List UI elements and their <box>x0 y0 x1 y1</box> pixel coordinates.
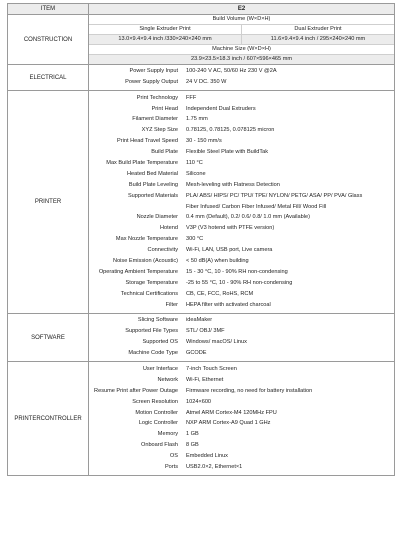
spec-row <box>89 213 394 224</box>
spec-key: Supported File Types <box>125 328 178 335</box>
spec-key: Screen Resolution <box>132 398 178 405</box>
spec-row <box>89 256 394 267</box>
spec-value: Embedded Linux <box>186 453 228 460</box>
spec-row <box>89 289 394 300</box>
printer-label: PRINTER <box>8 91 89 313</box>
spec-value: 30 - 150 mm/s <box>186 138 222 145</box>
electrical-body <box>89 65 394 90</box>
spec-key: Network <box>157 376 178 383</box>
spec-row <box>89 169 394 180</box>
spec-row <box>89 115 394 126</box>
spec-key: Onboard Flash <box>140 442 178 449</box>
spec-key: OS <box>169 453 178 460</box>
printer-controller-body <box>89 362 394 475</box>
printer-controller-label <box>8 362 89 475</box>
spec-value: 300 °C <box>186 236 204 243</box>
spec-key: Supported Materials <box>127 192 178 199</box>
construction-body <box>89 15 394 64</box>
item-label: ITEM <box>8 4 89 14</box>
spec-value: Independent Dual Extruders <box>186 105 256 112</box>
printer-controller-label-line1: PRINTER <box>14 415 41 422</box>
spec-value: Flexible Steel Plate with BuildTak <box>186 149 269 156</box>
dual-extruder-title: Dual Extruder Print <box>294 25 342 32</box>
spec-key: Print Technology <box>136 94 178 101</box>
spec-value: ideaMaker <box>186 317 213 324</box>
spec-value: FFF <box>186 94 197 101</box>
spec-key: Logic Controller <box>138 420 178 427</box>
spec-key: Slicing Software <box>137 317 178 324</box>
spec-value: Windows/ macOS/ Linux <box>186 339 247 346</box>
spec-value: 100-240 V AC, 50/60 Hz 230 V @2A <box>186 68 277 75</box>
spec-row <box>89 327 394 338</box>
spec-value: PLA/ ABS/ HIPS/ PC/ TPU/ TPE/ NYLON/ PETG/ ASA/ PP/ PVA/ Glass <box>186 192 363 199</box>
spec-table <box>7 3 395 476</box>
spec-row <box>89 126 394 137</box>
spec-key: Print Head Travel Speed <box>117 138 178 145</box>
spec-row <box>89 300 394 311</box>
spec-value: USB2.0×2, Ethernet×1 <box>186 464 243 471</box>
dual-extruder-value: 11.6×9.4×9.4 inch / 295×240×240 mm <box>242 35 394 44</box>
spec-row <box>89 375 394 386</box>
construction-label: CONSTRUCTION <box>8 15 89 64</box>
spec-row <box>89 191 394 202</box>
spec-key: Heated Bed Material <box>127 170 178 177</box>
spec-value: 15 - 30 °C, 10 - 90% RH non-condensing <box>186 268 288 275</box>
spec-row <box>89 386 394 397</box>
spec-row <box>89 364 394 375</box>
spec-value: Firmware recording, no need for battery installation <box>186 387 313 394</box>
spec-value: Atmel ARM Cortex-M4 120MHz FPU <box>186 409 277 416</box>
spec-value: Mesh-leveling with Flatness Detection <box>186 181 280 188</box>
spec-key: Filter <box>165 301 178 308</box>
spec-value: NXP ARM Cortex-A9 Quad 1 GHz <box>186 420 271 427</box>
printer-controller-label-line2: CONTROLLER <box>40 415 82 422</box>
spec-row <box>89 338 394 349</box>
spec-key: Hotend <box>159 225 178 232</box>
spec-value: 0.4 mm (Default), 0.2/ 0.6/ 0.8/ 1.0 mm (Available) <box>186 214 310 221</box>
spec-row <box>89 408 394 419</box>
spec-key: Max Build Plate Temperature <box>106 159 178 166</box>
spec-value: HEPA filter with activated charcoal <box>186 301 271 308</box>
spec-row <box>89 180 394 191</box>
spec-row <box>89 397 394 408</box>
software-label: SOFTWARE <box>8 314 89 362</box>
spec-row <box>89 93 394 104</box>
spec-value: 110 °C <box>186 159 203 166</box>
spec-row <box>89 67 394 78</box>
spec-key: Technical Certifications <box>120 290 178 297</box>
spec-value: 8 GB <box>186 442 199 449</box>
printer-controller-section <box>8 361 394 475</box>
spec-row <box>89 78 394 89</box>
spec-key: Nozzle Diameter <box>136 214 178 221</box>
single-extruder-title: Single Extruder Print <box>89 25 242 34</box>
spec-key: Print Head <box>151 105 178 112</box>
spec-key: Power Supply Input <box>129 68 178 75</box>
spec-value: 1024×600 <box>186 398 212 405</box>
spec-value: GCODE <box>186 350 207 357</box>
spec-key: Operating Ambient Temperature <box>98 268 178 275</box>
extruder-titles <box>89 24 394 34</box>
spec-value: Fiber Infused/ Carbon Fiber Infused/ Metal Fill/ Wood Fill <box>186 203 327 210</box>
spec-key: User Interface <box>142 366 178 373</box>
machine-size-title: Machine Size (W×D×H) <box>89 44 394 54</box>
spec-key: XYZ Step Size <box>141 127 178 134</box>
spec-key: Resume Print after Power Outage <box>94 387 178 394</box>
software-body <box>89 314 394 362</box>
spec-value: 7-inch Touch Screen <box>186 366 237 373</box>
software-section <box>8 313 394 362</box>
extruder-values <box>89 34 394 44</box>
spec-row <box>89 224 394 235</box>
spec-row <box>89 441 394 452</box>
construction-section <box>8 14 394 64</box>
spec-value: STL/ OBJ/ 3MF <box>186 328 225 335</box>
spec-row <box>89 158 394 169</box>
spec-key: Supported OS <box>142 339 178 346</box>
spec-key: Build Plate <box>151 149 178 156</box>
spec-row <box>89 235 394 246</box>
spec-key: Memory <box>157 431 178 438</box>
spec-value: -25 to 55 °C, 10 - 90% RH non-condensing <box>186 279 293 286</box>
printer-section <box>8 90 394 313</box>
machine-size-value: 23.9×23.5×18.3 inch / 607×596×465 mm <box>89 54 394 64</box>
header-row <box>8 4 394 14</box>
spec-value: CB, CE, FCC, RoHS, RCM <box>186 290 254 297</box>
spec-row <box>89 278 394 289</box>
spec-value: Silicone <box>186 170 206 177</box>
spec-value: V3P (V3 hotend with PTFE version) <box>186 225 275 232</box>
spec-key: Ports <box>164 464 178 471</box>
spec-row <box>89 452 394 463</box>
electrical-section <box>8 64 394 90</box>
spec-key: Storage Temperature <box>125 279 178 286</box>
spec-row <box>89 245 394 256</box>
spec-value: < 50 dB(A) when building <box>186 258 249 264</box>
spec-value: 1.75 mm <box>186 116 208 123</box>
spec-row-continued <box>89 202 394 213</box>
build-volume-title: Build Volume (W×D×H) <box>212 15 271 22</box>
electrical-label: ELECTRICAL <box>8 65 89 90</box>
spec-row <box>89 267 394 278</box>
spec-row <box>89 147 394 158</box>
spec-row <box>89 419 394 430</box>
spec-row <box>89 348 394 359</box>
spec-value: Wi-Fi, LAN, USB port, Live camera <box>186 247 273 254</box>
spec-row <box>89 137 394 148</box>
spec-key: Connectivity <box>147 247 178 254</box>
single-extruder-value: 13.0×9.4×9.4 inch /330×240×240 mm <box>89 35 242 44</box>
spec-value: 0.78125, 0.78125, 0.078125 micron <box>186 127 275 134</box>
spec-key: Motion Controller <box>135 409 178 416</box>
spec-row <box>89 104 394 115</box>
spec-row <box>89 430 394 441</box>
spec-value: Wi-Fi, Ethernet <box>186 376 224 383</box>
printer-body <box>89 91 394 313</box>
spec-key: Build Plate Leveling <box>128 181 178 188</box>
model-name: E2 <box>237 6 246 12</box>
spec-key: Power Supply Output <box>125 78 178 85</box>
spec-row <box>89 462 394 473</box>
spec-key: Max Nozzle Temperature <box>115 236 178 243</box>
spec-key: Filament Diameter <box>132 116 178 123</box>
spec-key: Machine Code Type <box>128 350 178 357</box>
spec-value: 1 GB <box>186 431 199 438</box>
spec-row <box>89 316 394 327</box>
spec-value: 24 V DC. 350 W <box>186 78 227 85</box>
spec-key: Noise Emission (Acoustic) <box>113 258 178 264</box>
